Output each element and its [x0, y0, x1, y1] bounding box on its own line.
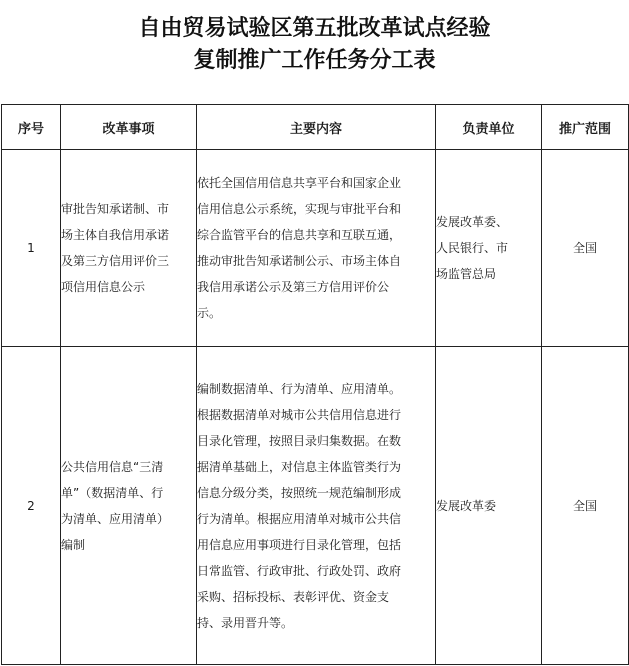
row-item — [61, 347, 197, 665]
content-line: 采购、招标投标、表彰评优、资金支 — [197, 589, 390, 604]
unit-line: 发展改革委、 — [436, 215, 509, 229]
content-line: 持、录用晋升等。 — [197, 615, 294, 630]
content-line: 编制数据清单、行为清单、应用清单。 — [197, 381, 402, 396]
content-line: 我信用承诺公示及第三方信用评价公 — [197, 280, 390, 294]
content-line: 依托全国信用信息共享平台和国家企业 — [197, 176, 402, 190]
content-line: 根据数据清单对城市公共信用信息进行 — [197, 407, 402, 422]
item-line: 场主体自我信用承诺 — [61, 228, 170, 242]
content-line: 信息分级分类，按照统一规范编制形成 — [197, 485, 402, 500]
item-line: 审批告知承诺制、市 — [61, 202, 170, 216]
table-row — [2, 347, 629, 665]
header-scope: 推广范围 — [542, 105, 629, 150]
item-line: 编制 — [61, 537, 86, 552]
content-line: 据清单基础上，对信息主体监管类行为 — [197, 459, 402, 474]
row-seq: 2 — [2, 347, 61, 665]
task-table — [1, 104, 629, 665]
row-item — [61, 150, 197, 347]
unit-line: 人民银行、市 — [436, 241, 509, 255]
content-line: 用信息应用事项进行目录化管理，包括 — [197, 537, 402, 552]
row-scope: 全国 — [542, 347, 629, 665]
table-header-row — [2, 105, 629, 150]
item-line: 公共信用信息“三清 — [61, 459, 164, 474]
content-line: 示。 — [197, 306, 222, 320]
content-line: 日常监管、行政审批、行政处罚、政府 — [197, 563, 402, 578]
title-line-2: 复制推广工作任务分工表 — [193, 47, 436, 73]
table-row — [2, 150, 629, 347]
header-content: 主要内容 — [197, 105, 436, 150]
row-content — [197, 347, 436, 665]
content-line: 推动审批告知承诺制公示、市场主体自 — [197, 254, 402, 268]
row-scope: 全国 — [542, 150, 629, 347]
title-line-1: 自由贸易试验区第五批改革试点经验 — [138, 15, 491, 41]
header-item: 改革事项 — [61, 105, 197, 150]
row-unit — [436, 150, 542, 347]
item-line: 为清单、应用清单） — [61, 511, 170, 526]
row-content — [197, 150, 436, 347]
header-seq: 序号 — [2, 105, 61, 150]
content-line: 信用信息公示系统，实现与审批平台和 — [197, 202, 402, 216]
content-line: 综合监管平台的信息共享和互联互通， — [197, 228, 402, 242]
unit-line: 发展改革委 — [436, 498, 497, 513]
header-unit: 负责单位 — [436, 105, 542, 150]
content-line: 行为清单。根据应用清单对城市公共信 — [197, 511, 402, 526]
row-seq: 1 — [2, 150, 61, 347]
document-title — [0, 12, 629, 76]
item-line: 项信用信息公示 — [61, 280, 146, 294]
unit-line: 场监管总局 — [436, 267, 497, 281]
item-line: 及第三方信用评价三 — [61, 254, 170, 268]
item-line: 单”（数据清单、行 — [61, 485, 164, 500]
content-line: 目录化管理，按照目录归集数据。在数 — [197, 433, 402, 448]
row-unit — [436, 347, 542, 665]
